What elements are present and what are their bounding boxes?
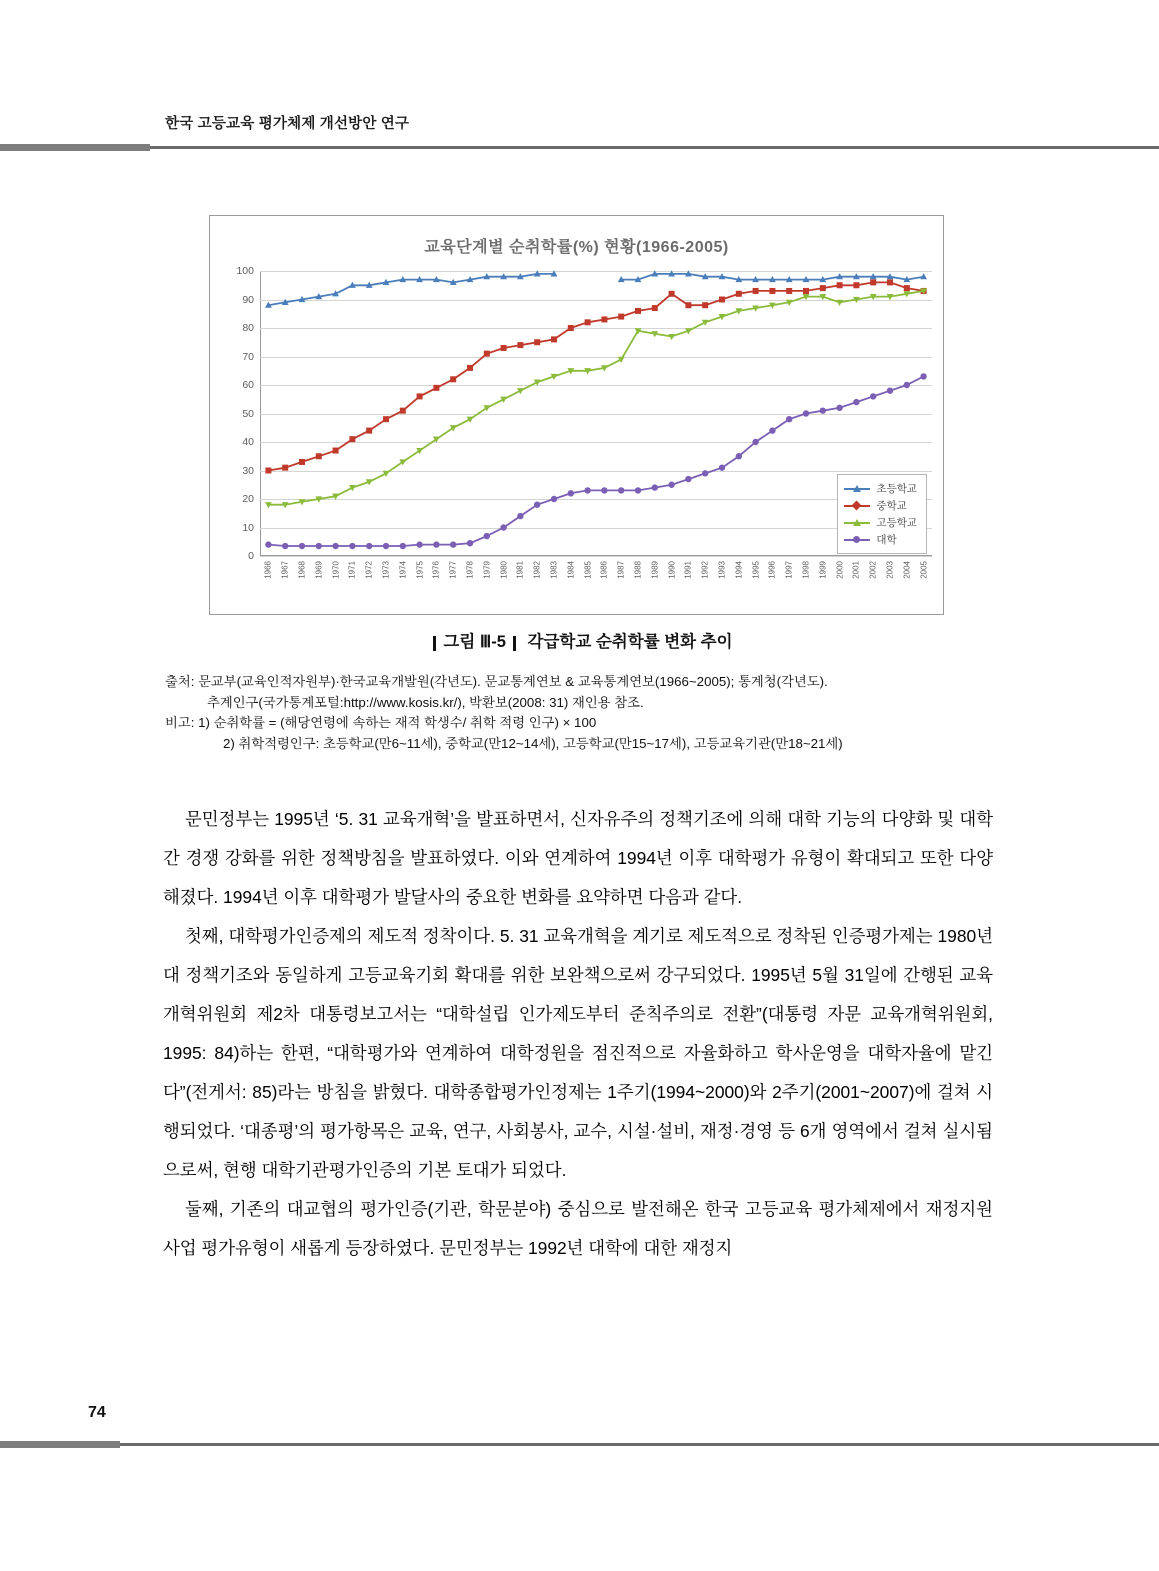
x-axis-tick-labels xyxy=(260,559,932,607)
figure-chart xyxy=(209,215,944,615)
body-text xyxy=(163,800,993,1268)
y-axis-tick-label: 0 xyxy=(248,550,254,562)
x-axis-tick-label: 1984 xyxy=(566,561,576,579)
series-marker xyxy=(568,325,574,331)
series-marker xyxy=(332,543,338,549)
series-marker xyxy=(383,416,389,422)
x-axis-tick-label: 1983 xyxy=(549,561,559,579)
paragraph-3: 둘째, 기존의 대교협의 평가인증(기관, 학문분야) 중심으로 발전해온 한국 고등교육 평가체제에서 재정지원사업 평가유형이 새롭게 등장하였다. 문민정부는 1992년 대학에 대한 재정지 xyxy=(163,1199,993,1258)
series-marker xyxy=(668,482,674,488)
series-marker xyxy=(870,279,876,285)
footer-accent xyxy=(0,1441,120,1448)
running-head: 한국 고등교육 평가체제 개선방안 연구 xyxy=(165,116,410,132)
series-marker xyxy=(501,345,507,351)
series-marker xyxy=(366,543,372,549)
legend-label: 초등학교 xyxy=(876,483,917,495)
x-axis-tick-label: 1996 xyxy=(767,561,777,579)
series-marker xyxy=(265,468,271,474)
series-marker xyxy=(299,459,305,465)
series-marker xyxy=(753,288,759,294)
series-marker xyxy=(635,487,641,493)
x-axis-tick-label: 1980 xyxy=(499,561,509,579)
x-axis-tick-label: 2002 xyxy=(868,561,878,579)
x-axis-tick-label: 1991 xyxy=(683,561,693,579)
series-marker xyxy=(719,464,725,470)
legend-item xyxy=(844,480,917,497)
series-marker xyxy=(618,314,624,320)
series-marker xyxy=(736,291,742,297)
paragraph-2: 첫째, 대학평가인증제의 제도적 정착이다. 5. 31 교육개혁을 계기로 제도적으로 정착된 인증평가제는 1980년대 정책기조와 동일하게 고등교육기회 확대를 위한 보완책으로써 강구되었다. 1995년 5월 31일에 간행된 교육개혁위원회 제2차 대통령보고서는 “대학설립 인가제도부터 준칙주의로 전환”(대통령 자문 교육개혁위원회, 1995: 84)하는 한편, “대학평가와 연계하여 대학정원을 점진적으로 자율화하고 학사운영을 대학자율에 맡긴다”(전게서: 85)라는 방침을 밝혔다. 대학종합평가인정제는 1주기(1994~2000)와 2주기(2001~2007)에 걸쳐 시행되었다. ‘대종평’의 평가항목은 교육, 연구, 사회봉사, 교수, 시설·설비, 재정·경영 등 6개 영역에서 걸쳐 실시됨으로써, 현행 대학기관평가인증의 기본 토대가 되었다. xyxy=(163,926,993,1180)
paragraph-1: 문민정부는 1995년 ‘5. 31 교육개혁’을 발표하면서, 신자유주의 정책기조에 의해 대학 기능의 다양화 및 대학 간 경쟁 강화를 위한 정책방침을 발표하였다. 이와 연계하여 1994년 이후 대학평가 유형이 확대되고 또한 다양해졌다. 1994년 이후 대학평가 발달사의 중요한 변화를 요약하면 다음과 같다. xyxy=(163,809,993,907)
series-marker xyxy=(568,490,574,496)
x-axis-tick-label: 1968 xyxy=(297,561,307,579)
x-axis-tick-label: 2001 xyxy=(851,561,861,579)
footer-rule xyxy=(0,1443,1159,1446)
series-line xyxy=(268,274,554,305)
series-marker xyxy=(668,334,675,340)
x-axis-tick-label: 2000 xyxy=(835,561,845,579)
legend-swatch-icon xyxy=(844,517,870,528)
y-axis-tick-label: 100 xyxy=(236,265,254,277)
x-axis-tick-label: 1966 xyxy=(263,561,273,579)
x-axis-tick-label: 2004 xyxy=(902,561,912,579)
series-marker xyxy=(803,288,809,294)
legend-swatch-icon xyxy=(844,483,870,494)
series-marker xyxy=(450,541,456,547)
series-marker xyxy=(685,476,691,482)
x-axis-tick-label: 1990 xyxy=(667,561,677,579)
series-marker xyxy=(652,484,658,490)
figure-caption-number: 그림 Ⅲ-5 xyxy=(443,633,506,651)
series-marker xyxy=(652,305,658,311)
x-axis-tick-label: 1971 xyxy=(347,561,357,579)
series-marker xyxy=(551,496,557,502)
legend-item xyxy=(844,497,917,514)
series-marker xyxy=(820,285,826,291)
series-marker xyxy=(853,282,859,288)
x-axis-tick-label: 1978 xyxy=(465,561,475,579)
figure-source-line-2: 추계인구(국가통계포털:http://www.kosis.kr/), 박환보(2008: 31) 재인용 참조. xyxy=(207,694,644,710)
legend-item xyxy=(844,514,917,531)
x-axis-tick-label: 1969 xyxy=(314,561,324,579)
gridline xyxy=(260,556,932,557)
x-axis-tick-label: 1995 xyxy=(751,561,761,579)
series-marker xyxy=(669,291,675,297)
y-axis-tick-label: 10 xyxy=(242,521,254,534)
legend-label: 중학교 xyxy=(876,500,907,512)
chart-series-layer xyxy=(260,271,932,556)
series-line xyxy=(268,291,923,505)
series-marker xyxy=(349,436,355,442)
series-marker xyxy=(400,408,406,414)
series-marker xyxy=(534,502,540,508)
x-axis-tick-label: 1985 xyxy=(583,561,593,579)
figure-caption-text: 각급학교 순취학률 변화 추이 xyxy=(527,633,733,651)
x-axis-tick-label: 1981 xyxy=(515,561,525,579)
x-axis-tick-label: 1982 xyxy=(532,561,542,579)
series-marker xyxy=(584,487,590,493)
x-axis-tick-label: 1998 xyxy=(801,561,811,579)
series-marker xyxy=(601,316,607,322)
series-marker xyxy=(853,399,859,405)
figure-note-line-2: 2) 취학적령인구: 초등학교(만6~11세), 중학교(만12~14세), 고등학교(만15~17세), 고등교육기관(만18~21세) xyxy=(223,735,843,751)
series-marker xyxy=(769,288,775,294)
x-axis-tick-label: 1986 xyxy=(599,561,609,579)
series-marker xyxy=(416,541,422,547)
x-axis-tick-label: 1974 xyxy=(398,561,408,579)
series-marker xyxy=(870,393,876,399)
series-marker xyxy=(417,393,423,399)
series-marker xyxy=(366,428,372,434)
series-marker xyxy=(551,336,557,342)
x-axis-tick-label: 1975 xyxy=(415,561,425,579)
series-marker xyxy=(316,453,322,459)
series-marker xyxy=(467,540,473,546)
series-marker xyxy=(265,541,271,547)
figure-caption xyxy=(0,628,1159,652)
series-marker xyxy=(500,524,506,530)
series-marker xyxy=(433,541,439,547)
x-axis-tick-label: 1970 xyxy=(331,561,341,579)
series-marker xyxy=(316,543,322,549)
x-axis-tick-label: 1973 xyxy=(381,561,391,579)
series-marker xyxy=(601,487,607,493)
y-axis-tick-label: 60 xyxy=(242,379,254,391)
series-marker xyxy=(484,533,490,539)
series-marker xyxy=(517,513,523,519)
legend-swatch-icon xyxy=(844,534,870,545)
x-axis-tick-label: 1976 xyxy=(431,561,441,579)
y-axis-tick-label: 40 xyxy=(242,436,254,448)
series-marker xyxy=(282,543,288,549)
page-number: 74 xyxy=(88,1404,106,1421)
legend-label: 고등학교 xyxy=(876,517,917,529)
x-axis-tick-label: 1979 xyxy=(482,561,492,579)
series-marker xyxy=(299,543,305,549)
series-marker xyxy=(769,427,775,433)
x-axis-tick-label: 1997 xyxy=(784,561,794,579)
x-axis-tick-label: 1972 xyxy=(364,561,374,579)
series-marker xyxy=(517,342,523,348)
x-axis-tick-label: 1988 xyxy=(633,561,643,579)
series-marker xyxy=(282,465,288,471)
x-axis-tick-label: 1987 xyxy=(616,561,626,579)
series-marker xyxy=(836,300,843,306)
series-line xyxy=(268,376,923,546)
x-axis-tick-label: 1994 xyxy=(734,561,744,579)
chart-plot-area xyxy=(236,265,932,562)
series-marker xyxy=(887,388,893,394)
y-axis-tick-label: 30 xyxy=(242,464,254,477)
series-marker xyxy=(920,373,926,379)
series-marker xyxy=(786,416,792,422)
x-axis-tick-label: 1989 xyxy=(650,561,660,579)
header-rule-accent xyxy=(0,144,150,151)
series-marker xyxy=(635,308,641,314)
figure-source-line-1: 출처: 문교부(교육인적자원부)·한국교육개발원(각년도). 문교통계연보 & 교육통계연보(1966~2005); 통계청(각년도). xyxy=(165,674,828,689)
series-marker xyxy=(400,543,406,549)
legend-item xyxy=(844,531,917,548)
y-axis-tick-label: 80 xyxy=(242,322,254,334)
series-marker xyxy=(752,439,758,445)
series-marker xyxy=(702,470,708,476)
legend-swatch-icon xyxy=(844,500,870,511)
x-axis-tick-label: 1999 xyxy=(818,561,828,579)
x-axis-tick-label: 1977 xyxy=(448,561,458,579)
series-marker xyxy=(484,351,490,357)
x-axis-tick-label: 1992 xyxy=(700,561,710,579)
x-axis-tick-label: 1967 xyxy=(280,561,290,579)
series-marker xyxy=(534,339,540,345)
series-marker xyxy=(433,385,439,391)
y-axis-tick-label: 70 xyxy=(242,350,254,363)
series-marker xyxy=(803,410,809,416)
x-axis-tick-label: 1993 xyxy=(717,561,727,579)
series-marker xyxy=(685,302,691,308)
series-marker xyxy=(736,453,742,459)
series-marker xyxy=(719,297,725,303)
legend-label: 대학 xyxy=(876,534,897,546)
series-marker xyxy=(837,282,843,288)
y-axis-tick-label: 90 xyxy=(242,293,254,306)
series-line xyxy=(268,282,923,470)
series-marker xyxy=(702,302,708,308)
series-marker xyxy=(904,382,910,388)
series-marker xyxy=(467,365,473,371)
x-axis-tick-label: 2003 xyxy=(885,561,895,579)
series-marker xyxy=(333,448,339,454)
series-marker xyxy=(585,319,591,325)
y-axis-tick-label: 20 xyxy=(242,493,254,505)
series-marker xyxy=(450,376,456,382)
figure-notes xyxy=(165,672,995,754)
x-axis-tick-label: 2005 xyxy=(919,561,929,579)
series-marker xyxy=(836,405,842,411)
chart-legend xyxy=(837,474,927,554)
series-marker xyxy=(820,407,826,413)
series-marker xyxy=(887,279,893,285)
series-marker xyxy=(786,288,792,294)
chart-title: 교육단계별 순취학률(%) 현황(1966-2005) xyxy=(424,239,729,256)
header-rule xyxy=(0,146,1159,149)
series-marker xyxy=(904,285,910,291)
y-axis-tick-label: 50 xyxy=(242,407,254,420)
series-marker xyxy=(383,543,389,549)
series-marker xyxy=(618,487,624,493)
series-marker xyxy=(349,543,355,549)
figure-note-line-1: 비고: 1) 순취학률 = (해당연령에 속하는 재적 학생수/ 취학 적령 인구) × 100 xyxy=(165,715,597,731)
